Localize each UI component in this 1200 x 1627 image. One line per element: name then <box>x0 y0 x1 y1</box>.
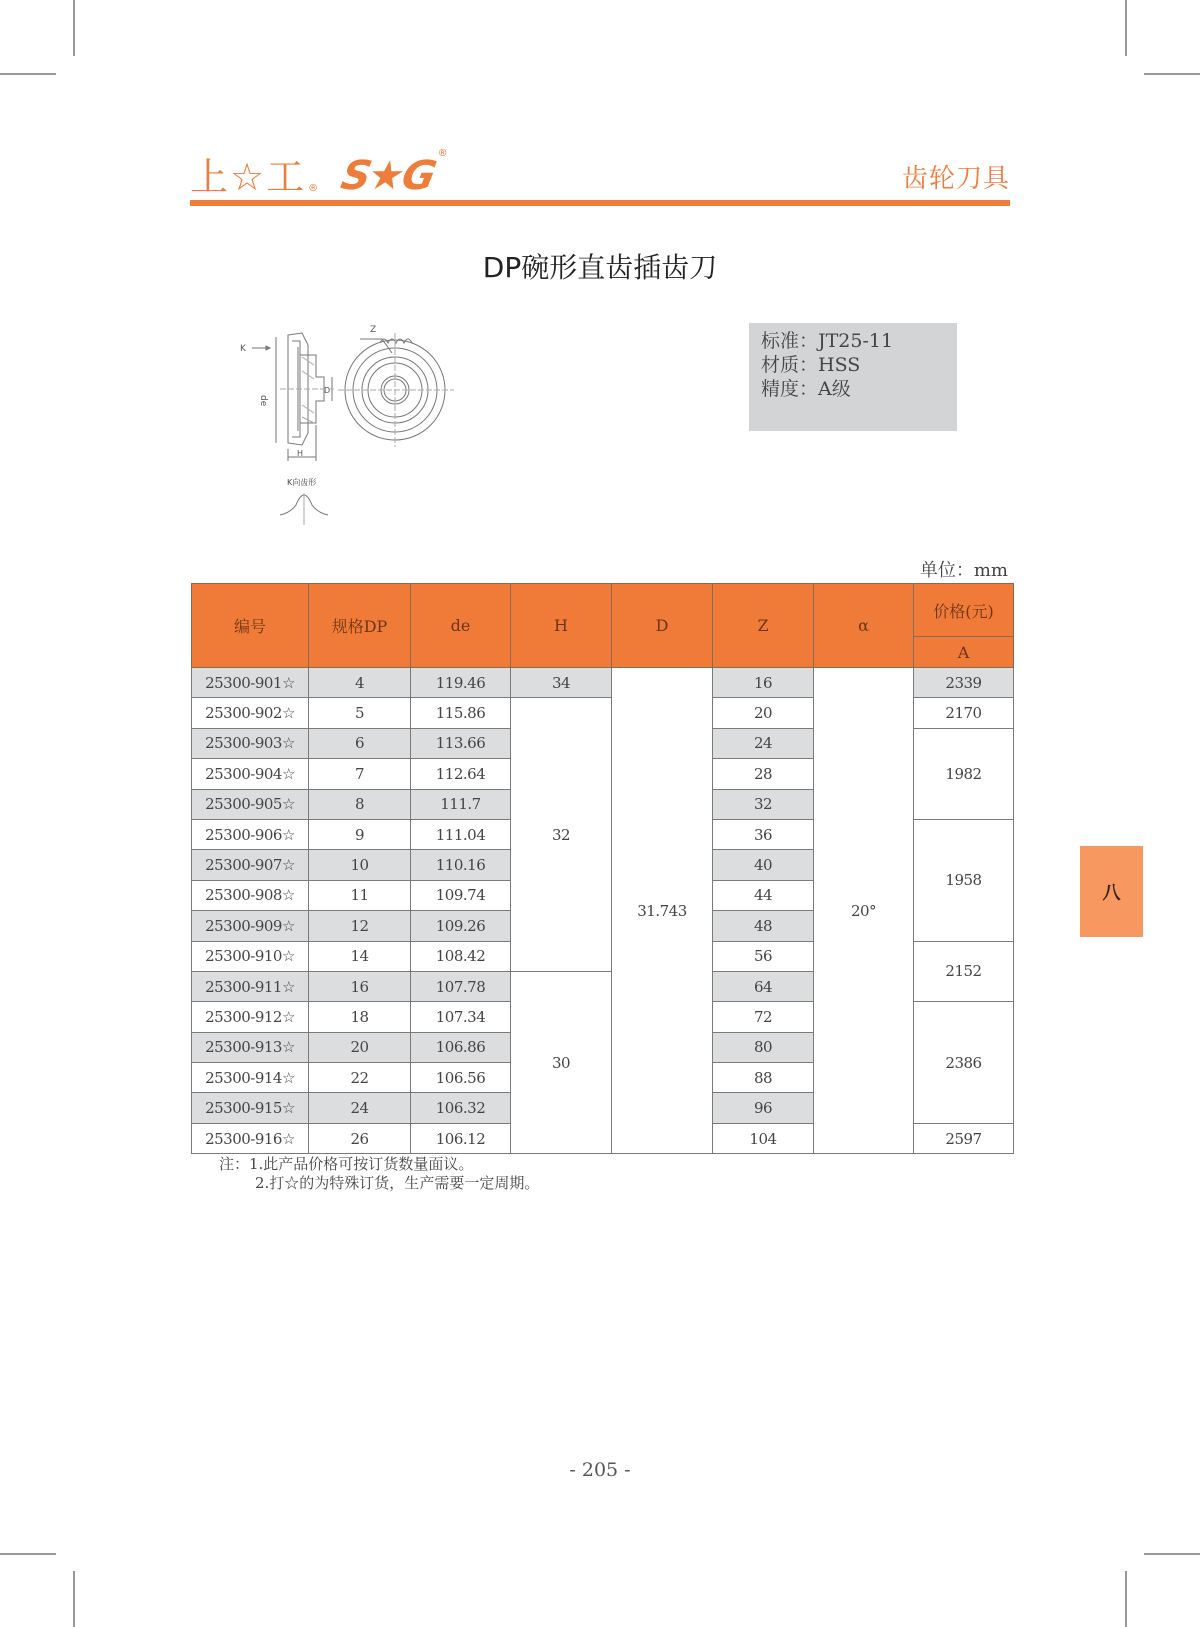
cell-de: 119.46 <box>411 668 511 698</box>
cell-z: 104 <box>713 1123 814 1153</box>
product-table <box>191 583 1014 1154</box>
cell-code: 25300-903☆ <box>192 728 309 758</box>
cell-dp: 11 <box>309 880 411 910</box>
svg-text:D: D <box>324 386 331 395</box>
logo-sg: S★G <box>337 153 439 199</box>
cell-z: 72 <box>713 1002 814 1032</box>
cell-price: 2597 <box>914 1123 1014 1153</box>
cell-code: 25300-905☆ <box>192 789 309 819</box>
cell-dp: 18 <box>309 1002 411 1032</box>
cell-code: 25300-907☆ <box>192 850 309 880</box>
cell-z: 96 <box>713 1093 814 1123</box>
cell-dp: 12 <box>309 911 411 941</box>
cell-de: 112.64 <box>411 759 511 789</box>
spec-standard: 标准：JT25-11 <box>761 330 894 352</box>
cell-code: 25300-902☆ <box>192 698 309 728</box>
cell-dp: 24 <box>309 1093 411 1123</box>
footnotes <box>219 1155 539 1193</box>
cell-code: 25300-916☆ <box>192 1123 309 1153</box>
cell-price: 1958 <box>914 819 1014 941</box>
svg-text:K向齿形: K向齿形 <box>287 478 317 487</box>
crop-mark <box>1125 0 1127 56</box>
svg-text:Z: Z <box>370 325 377 335</box>
cell-code: 25300-904☆ <box>192 759 309 789</box>
cell-price: 2152 <box>914 941 1014 1002</box>
cell-code: 25300-914☆ <box>192 1063 309 1093</box>
svg-text:de: de <box>258 395 268 407</box>
cell-de: 110.16 <box>411 850 511 880</box>
brand-logo <box>190 148 448 199</box>
cell-code: 25300-912☆ <box>192 1002 309 1032</box>
page-title: DP碗形直齿插齿刀 <box>482 251 718 284</box>
cell-h: 34 <box>511 668 612 698</box>
cell-z: 16 <box>713 668 814 698</box>
cell-price: 2339 <box>914 668 1014 698</box>
header-divider <box>190 200 1010 206</box>
cell-d: 31.743 <box>612 668 713 1154</box>
cell-z: 56 <box>713 941 814 971</box>
cell-dp: 5 <box>309 698 411 728</box>
logo-chinese: 上☆工 <box>190 155 307 199</box>
cell-z: 36 <box>713 819 814 849</box>
cell-z: 64 <box>713 971 814 1001</box>
registered-mark: ® <box>437 148 448 159</box>
crop-mark <box>1144 1553 1200 1555</box>
cell-de: 106.12 <box>411 1123 511 1153</box>
cell-z: 20 <box>713 698 814 728</box>
cell-dp: 10 <box>309 850 411 880</box>
crop-mark <box>73 1571 75 1627</box>
cell-h: 32 <box>511 698 612 972</box>
col-header-h: H <box>511 584 612 668</box>
spec-precision: 精度：A级 <box>761 378 851 400</box>
cell-de: 111.7 <box>411 789 511 819</box>
cell-z: 32 <box>713 789 814 819</box>
crop-mark <box>73 0 75 56</box>
chapter-tab: 八 <box>1080 846 1143 937</box>
cell-code: 25300-915☆ <box>192 1093 309 1123</box>
cell-price: 2386 <box>914 1002 1014 1124</box>
cell-z: 24 <box>713 728 814 758</box>
cell-de: 106.86 <box>411 1032 511 1062</box>
cell-z: 40 <box>713 850 814 880</box>
col-header-dp: 规格DP <box>309 584 411 668</box>
cell-de: 109.74 <box>411 880 511 910</box>
col-header-de: de <box>411 584 511 668</box>
svg-text:K: K <box>240 344 246 354</box>
footnote-2: 2.打☆的为特殊订货，生产需要一定周期。 <box>255 1174 540 1192</box>
cell-h: 30 <box>511 971 612 1153</box>
cell-code: 25300-911☆ <box>192 971 309 1001</box>
svg-text:H: H <box>297 449 304 458</box>
cell-dp: 4 <box>309 668 411 698</box>
footnote-1: 注：1.此产品价格可按订货数量面议。 <box>219 1155 474 1173</box>
cell-de: 115.86 <box>411 698 511 728</box>
cell-dp: 16 <box>309 971 411 1001</box>
cell-z: 44 <box>713 880 814 910</box>
spec-box <box>749 323 957 431</box>
section-title: 齿轮刀具 <box>901 164 1010 194</box>
cell-dp: 8 <box>309 789 411 819</box>
cell-dp: 9 <box>309 819 411 849</box>
col-header-alpha: α <box>814 584 914 668</box>
col-header-price: 价格(元) <box>914 584 1014 637</box>
cell-code: 25300-913☆ <box>192 1032 309 1062</box>
cell-de: 106.56 <box>411 1063 511 1093</box>
cell-code: 25300-910☆ <box>192 941 309 971</box>
cell-dp: 26 <box>309 1123 411 1153</box>
cell-dp: 14 <box>309 941 411 971</box>
cell-price: 2170 <box>914 698 1014 728</box>
cell-de: 109.26 <box>411 911 511 941</box>
cell-dp: 7 <box>309 759 411 789</box>
cell-code: 25300-906☆ <box>192 819 309 849</box>
cell-de: 107.78 <box>411 971 511 1001</box>
cell-de: 111.04 <box>411 819 511 849</box>
spec-material: 材质：HSS <box>761 354 861 376</box>
unit-label: 单位：mm <box>919 560 1008 581</box>
crop-mark <box>1125 1571 1127 1627</box>
cell-code: 25300-901☆ <box>192 668 309 698</box>
cell-de: 106.32 <box>411 1093 511 1123</box>
crop-mark <box>1144 73 1200 75</box>
cell-z: 28 <box>713 759 814 789</box>
cell-dp: 22 <box>309 1063 411 1093</box>
cell-de: 113.66 <box>411 728 511 758</box>
cell-dp: 6 <box>309 728 411 758</box>
cell-z: 48 <box>713 911 814 941</box>
crop-mark <box>0 1553 56 1555</box>
cell-de: 108.42 <box>411 941 511 971</box>
cell-z: 88 <box>713 1063 814 1093</box>
col-header-d: D <box>612 584 713 668</box>
table-row <box>192 668 1014 698</box>
cell-alpha: 20° <box>814 668 914 1154</box>
col-header-z: Z <box>713 584 814 668</box>
registered-mark: ® <box>308 183 319 194</box>
gear-cutter-drawing <box>240 325 480 550</box>
page-number: - 205 - <box>569 1459 631 1481</box>
cell-z: 80 <box>713 1032 814 1062</box>
cell-price: 1982 <box>914 728 1014 819</box>
col-header-code: 编号 <box>192 584 309 668</box>
crop-mark <box>0 73 56 75</box>
cell-de: 107.34 <box>411 1002 511 1032</box>
cell-dp: 20 <box>309 1032 411 1062</box>
cell-code: 25300-909☆ <box>192 911 309 941</box>
cell-code: 25300-908☆ <box>192 880 309 910</box>
col-header-price-grade: A <box>914 637 1014 668</box>
